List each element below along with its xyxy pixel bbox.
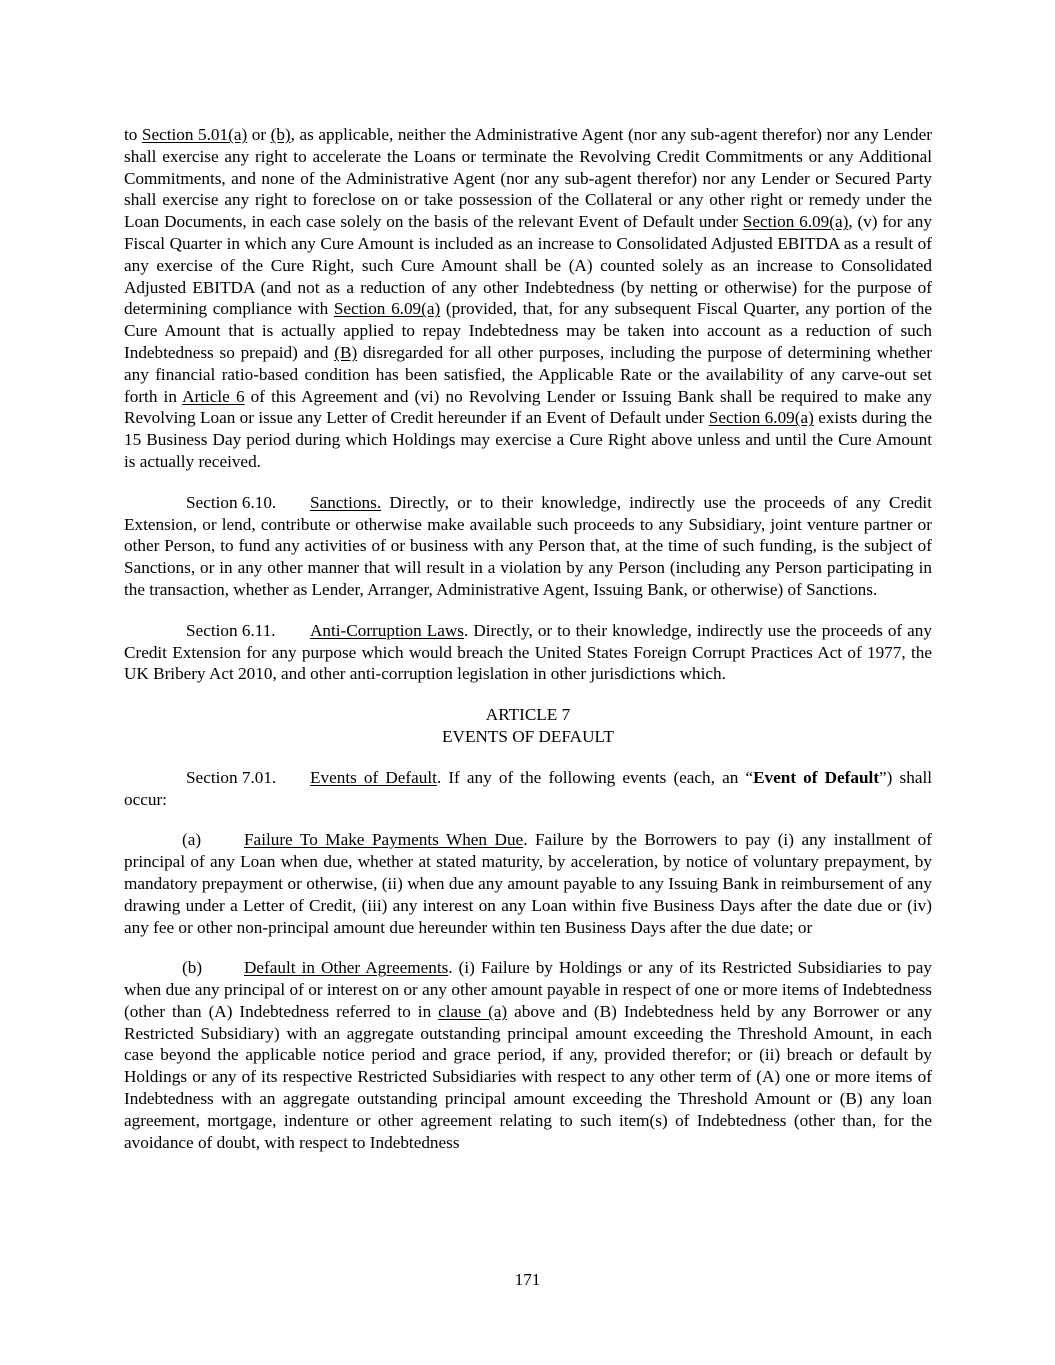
cross-reference: Section 6.09(a) — [742, 212, 849, 232]
section-7-01-body-before: . If any of the following events (each, an “ — [436, 767, 754, 787]
section-7-01-body-after: ”) shall occur: — [124, 767, 932, 809]
item-b-body-after: above and (B) Indebtedness held by any Borrower or any Restricted Subsidiary) with an aggregate outstanding principal amount exceeding the Threshold Amount, in each case beyond the applicable notice period and grace period, if any, provided therefor; or (ii) breach or default by Holdings or any of its respective Restricted Subsidiaries with respect to any other term of (A) one or more items of Indebtedness with an aggregate outstanding principal amount exceeding the Threshold Amount or (B) any loan agreement, mortgage, indenture or other agreement relating to such item(s) of Indebtedness (other than, for the avoidance of doubt, with respect to Indebtedness — [124, 1001, 932, 1152]
cross-reference: Article 6 — [182, 386, 245, 406]
section-6-11-number: Section 6.11. — [186, 620, 276, 640]
continuation-text: to — [124, 125, 142, 144]
section-6-11-body: . Directly, or to their knowledge, indirectly use the proceeds of any Credit Extension for any purpose which would breach the United States Foreign Corrupt Practices Act of 1977, the UK Bribery Act 2010, and other anti-corruption legislation in other jurisdictions which. — [124, 620, 932, 684]
section-6-10-title: Sanctions. — [310, 492, 382, 512]
defined-term-event-of-default: Event of Default — [753, 767, 880, 787]
section-6-10-body: Directly, or to their knowledge, indirectly use the proceeds of any Credit Extension, or lend, contribute or otherwise make available such proceeds to any Subsidiary, joint venture partner or other Person, to fund any activities of or business with any Person that, at the time of such funding, is the subject of Sanctions, or in any other manner that will result in a violation by any Person (including any Person participating in the transaction, whether as Lender, Arranger, Administrative Agent, Issuing Bank, or otherwise) of Sanctions. — [124, 492, 932, 599]
section-6-11-paragraph — [124, 620, 932, 685]
article-title: EVENTS OF DEFAULT — [442, 726, 614, 746]
section-7-01-paragraph — [124, 767, 932, 811]
section-7-01-title: Events of Default — [310, 767, 437, 787]
continuation-text: disregarded for all other purposes, including the purpose of determining whether any financial ratio-based condition has been satisfied, the Applicable Rate or the availability of any carve-out set forth in — [124, 342, 933, 406]
continuation-text: exists during the 15 Business Day period during which Holdings may exercise a Cure Right above unless and until the Cure Amount is actually received. — [124, 408, 932, 471]
continuation-paragraph — [124, 124, 932, 473]
document-page — [124, 124, 932, 1172]
cross-reference: (b) — [270, 125, 291, 144]
page-number: 171 — [514, 1270, 541, 1289]
article-number: ARTICLE 7 — [485, 705, 571, 725]
item-b-clause-ref: clause (a) — [438, 1001, 508, 1021]
section-6-11-title: Anti-Corruption Laws — [310, 620, 464, 640]
cross-reference: Section 6.09(a) — [708, 408, 814, 428]
item-b-number: (b) — [182, 958, 203, 978]
item-a-body: . Failure by the Borrowers to pay (i) any installment of principal of any Loan when due, whether at stated maturity, by acceleration, by notice of voluntary prepayment, by mandatory prepayment or otherwise, (ii) when due any amount payable to any Issuing Bank in reimbursement of any drawing under a Letter of Credit, (iii) any interest on any Loan within five Business Days after the date due or (iv) any fee or other non-principal amount due hereunder within ten Business Days after the due date; or — [124, 830, 932, 937]
continuation-text: , (v) for any Fiscal Quarter in which any Cure Amount is included as an increase to Consolidated Adjusted EBITDA as a result of any exercise of the Cure Right, such Cure Amount shall be (A) counted solely as an increase to Consolidated Adjusted EBITDA (and not as a reduction of any other Indebtedness (by netting or otherwise) for the purpose of determining compliance with — [124, 212, 932, 319]
continuation-text: (provided, that, for any subsequent Fiscal Quarter, any portion of the Cure Amount that is actually applied to repay Indebtedness may be taken into account as a reduction of such Indebtedness so prepaid) and — [124, 299, 932, 362]
item-b-body-before: . (i) Failure by Holdings or any of its Restricted Subsidiaries to pay when due any principal of or interest on or any other amount payable in respect of one or more items of Indebtedness (other than (A) Indebtedness referred to in — [124, 958, 932, 1021]
cross-reference: (B) — [334, 342, 358, 362]
section-6-10-paragraph — [124, 492, 932, 601]
item-b-paragraph — [124, 957, 932, 1153]
cross-reference: Section 6.09(a) — [333, 299, 441, 319]
item-a-title: Failure To Make Payments When Due — [244, 830, 524, 850]
continuation-text: of this Agreement and (vi) no Revolving Lender or Issuing Bank shall be required to make any Revolving Loan or issue any Letter of Credit hereunder if an Event of Default under — [124, 386, 932, 428]
item-a-paragraph — [124, 829, 932, 938]
cross-reference: Section 5.01(a) — [141, 125, 248, 144]
section-7-01-number: Section 7.01. — [186, 767, 277, 787]
continuation-text: , as applicable, neither the Administrative Agent (nor any sub-agent therefor) nor any Lender shall exercise any right to accelerate the Loans or terminate the Revolving Credit Commitments or any Additional Commitments, and none of the Administrative Agent (nor any sub-agent therefor) nor any Lender or Secured Party shall exercise any right to foreclose on or take possession of the Collateral or any other right or remedy under the Loan Documents, in each case solely on the basis of the relevant Event of Default under — [124, 125, 932, 232]
item-b-title: Default in Other Agreements — [244, 958, 449, 978]
section-6-10-number: Section 6.10. — [186, 492, 277, 512]
continuation-text: or — [247, 125, 271, 144]
item-a-number: (a) — [182, 830, 202, 850]
